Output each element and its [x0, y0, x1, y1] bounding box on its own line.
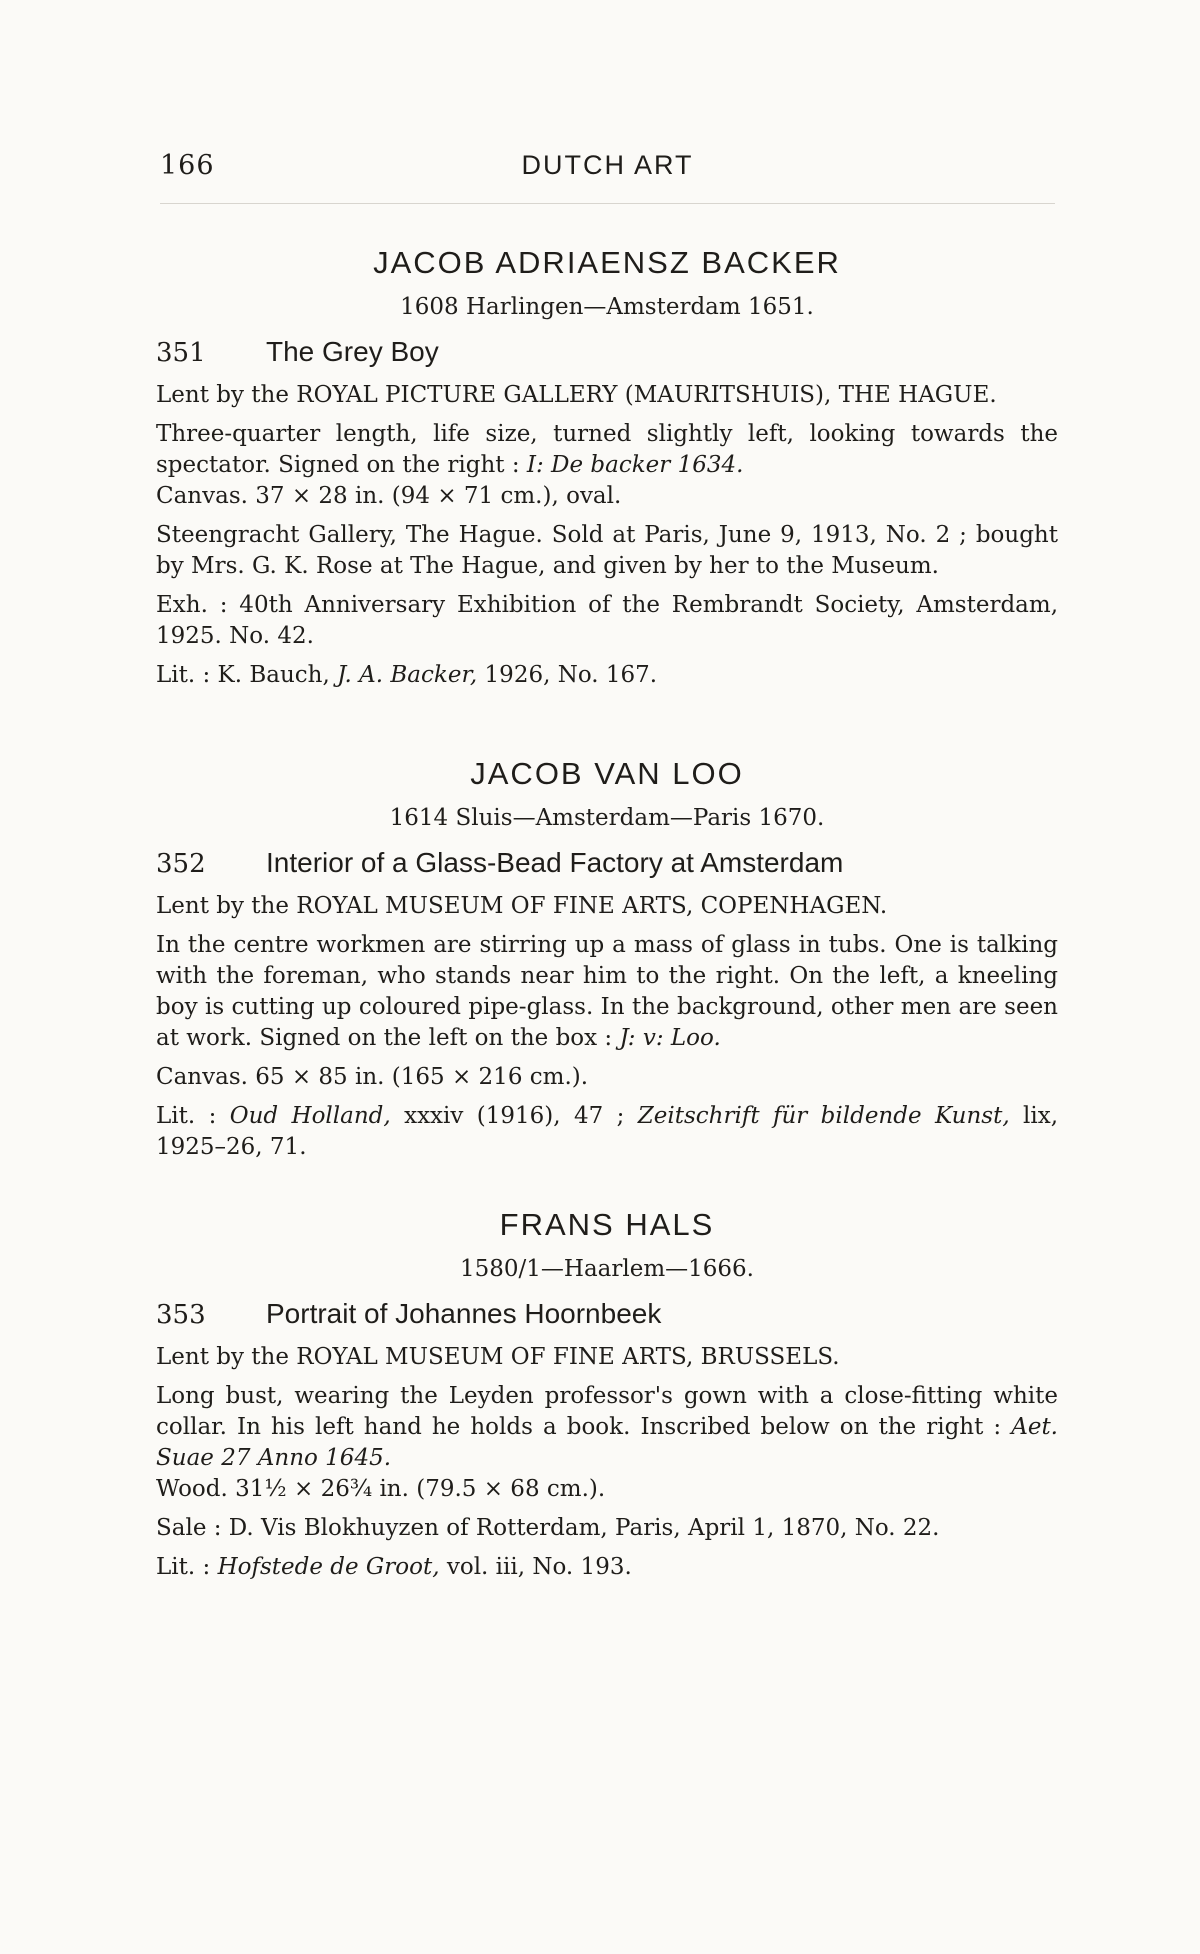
signature: I: De backer 1634. [526, 452, 744, 478]
page-header-title: DUTCH ART [521, 150, 694, 180]
literature [156, 1101, 1058, 1163]
literature-ref: 1926, No. 167. [484, 662, 658, 688]
section-gap [156, 1171, 1058, 1205]
description-text: Three-quarter length, life size, turned slightly left, looking towards the spectator. Signed on the right : [156, 421, 1058, 478]
catalogue-entries [156, 243, 1058, 1591]
literature-title: Hofstede de Groot, [217, 1554, 440, 1580]
artist-name: JACOB VAN LOO [470, 756, 744, 791]
description-text: Long bust, wearing the Leyden professor's gown with a close-fitting white collar. In his left hand he holds a book. Inscribed below on the right : [156, 1383, 1058, 1440]
catalogue-entry [156, 1205, 1058, 1583]
description [156, 419, 1058, 512]
lender: Lent by the ROYAL MUSEUM OF FINE ARTS, COPENHAGEN. [156, 893, 888, 919]
medium: Canvas. 37 × 28 in. (94 × 71 cm.), oval. [156, 483, 622, 509]
medium: Wood. 31½ × 26¾ in. (79.5 × 68 cm.). [156, 1476, 606, 1502]
description [156, 1381, 1058, 1505]
entry-heading [156, 844, 1058, 883]
section-gap [156, 699, 1058, 754]
signature: J: v: Loo. [619, 1025, 721, 1051]
catalogue-entry [156, 243, 1058, 691]
literature-ref-2: lix, 1925–26, 71. [156, 1103, 1059, 1160]
sale: Sale : D. Vis Blokhuyzen of Rotterdam, Paris, April 1, 1870, No. 22. [156, 1515, 940, 1541]
artist-dates: 1614 Sluis—Amsterdam—Paris 1670. [389, 805, 825, 831]
lender: Lent by the ROYAL PICTURE GALLERY (MAURITSHUIS), THE HAGUE. [156, 382, 997, 408]
artist-dates: 1608 Harlingen—Amsterdam 1651. [400, 294, 814, 320]
entry-heading [156, 1295, 1058, 1334]
literature-ref: xxxiv (1916), 47 ; [404, 1103, 625, 1129]
artwork-title: Interior of a Glass-Bead Factory at Amsterdam [266, 847, 844, 878]
artist-name: FRANS HALS [499, 1207, 715, 1242]
literature-label: Lit. : [156, 1554, 211, 1580]
entry-number: 351 [156, 338, 206, 368]
lender: Lent by the ROYAL MUSEUM OF FINE ARTS, BRUSSELS. [156, 1344, 840, 1370]
literature [156, 660, 1058, 691]
literature-ref: vol. iii, No. 193. [446, 1554, 632, 1580]
description-text: In the centre workmen are stirring up a mass of glass in tubs. One is talking with the foreman, who stands near him to the right. On the left, a kneeling boy is cutting up coloured pipe-glass. In the background, other men are seen at work. Signed on the left on the box : [156, 932, 1058, 1051]
literature-label: Lit. : [156, 1103, 217, 1129]
entry-number: 352 [156, 849, 206, 879]
signature: Aet. Suae 27 Anno 1645. [156, 1414, 1058, 1471]
artist-name: JACOB ADRIAENSZ BACKER [373, 245, 841, 280]
literature-title: J. A. Backer, [337, 662, 478, 688]
catalogue-entry [156, 754, 1058, 1163]
artwork-title: Portrait of Johannes Hoornbeek [266, 1298, 662, 1329]
literature [156, 1552, 1058, 1583]
artwork-title: The Grey Boy [266, 336, 439, 367]
running-head [160, 150, 1055, 190]
medium: Canvas. 65 × 85 in. (165 × 216 cm.). [156, 1064, 589, 1090]
header-rule [160, 203, 1055, 204]
exhibition: Exh. : 40th Anniversary Exhibition of the Rembrandt Society, Amsterdam, 1925. No. 42. [156, 592, 1058, 649]
literature-title-2: Zeitschrift für bildende Kunst, [637, 1103, 1010, 1129]
artist-dates: 1580/1—Haarlem—1666. [459, 1256, 754, 1282]
entry-number: 353 [156, 1300, 206, 1330]
description [156, 930, 1058, 1054]
page-number: 166 [160, 150, 215, 181]
literature-title: Oud Holland, [229, 1103, 391, 1129]
entry-heading [156, 333, 1058, 372]
literature-label: Lit. : K. Bauch, [156, 662, 330, 688]
provenance: Steengracht Gallery, The Hague. Sold at Paris, June 9, 1913, No. 2 ; bought by Mrs. G. K. Rose at The Hague, and given by her to the Museum. [156, 522, 1058, 579]
